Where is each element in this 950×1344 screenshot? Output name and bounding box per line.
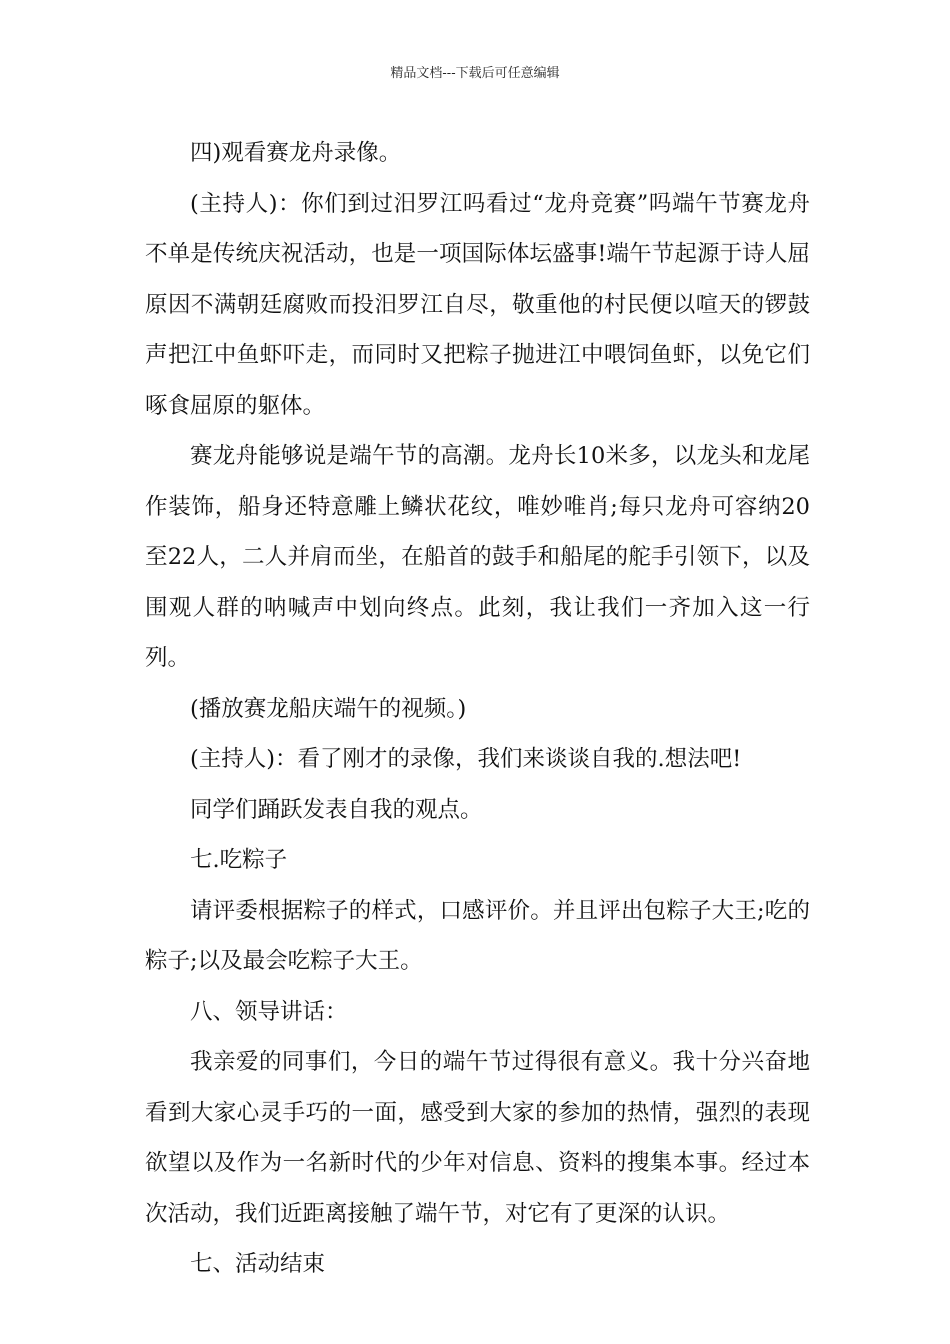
section-heading-leader-speech: 八、领导讲话： — [190, 998, 348, 1025]
section-heading-watch-dragon-boat: 四)观看赛龙舟录像。 — [190, 140, 402, 166]
page-header: 精品文档---下载后可任意编辑 — [390, 66, 560, 81]
host-intro-paragraph: (主持人)：你们到过汨罗江吗看过“龙舟竞赛”吗端午节赛龙舟不单是传统庆祝活动，也是一项国际体坛盛事!端午节起源于诗人屈原因不满朝廷腐败而投汨罗江自尽，敬重他的村民便以喧天的锣鼓声把江中鱼虾吓走，而同时又把粽子抛进江中喂饲鱼虾，以免它们啄食屈原的躯体。 — [145, 190, 810, 419]
leader-speech-paragraph: 我亲爱的同事们，今日的端午节过得很有意义。我十分兴奋地看到大家心灵手巧的一面，感受到大家的参加的热情，强烈的表现欲望以及作为一名新时代的少年对信息、资料的搜集本事。经过本次活动，我们近距离接触了端午节，对它有了更深的认识。 — [145, 1049, 810, 1227]
section-heading-eat-zongzi: 七.吃粽子 — [190, 847, 288, 873]
document-body — [145, 128, 810, 1290]
zongzi-judging-paragraph: 请评委根据粽子的样式，口感评价。并且评出包粽子大王;吃的粽子;以及最会吃粽子大王。 — [145, 897, 810, 974]
students-opinions-paragraph: 同学们踊跃发表自我的观点。 — [190, 796, 483, 823]
section-heading-activity-end: 七、活动结束 — [190, 1251, 326, 1277]
host-discussion-paragraph: (主持人)：看了刚才的录像，我们来谈谈自我的.想法吧! — [190, 746, 742, 772]
play-video-note: (播放赛龙船庆端午的视频。) — [190, 695, 467, 722]
dragon-boat-description-paragraph: 赛龙舟能够说是端午节的高潮。龙舟长10米多，以龙头和龙尾作装饰，船身还特意雕上鳞状花纹，唯妙唯肖;每只龙舟可容纳20至22人，二人并肩而坐，在船首的鼓手和船尾的舵手引领下，以及围观人群的呐喊声中划向终点。此刻，我让我们一齐加入这一行列。 — [145, 443, 810, 671]
